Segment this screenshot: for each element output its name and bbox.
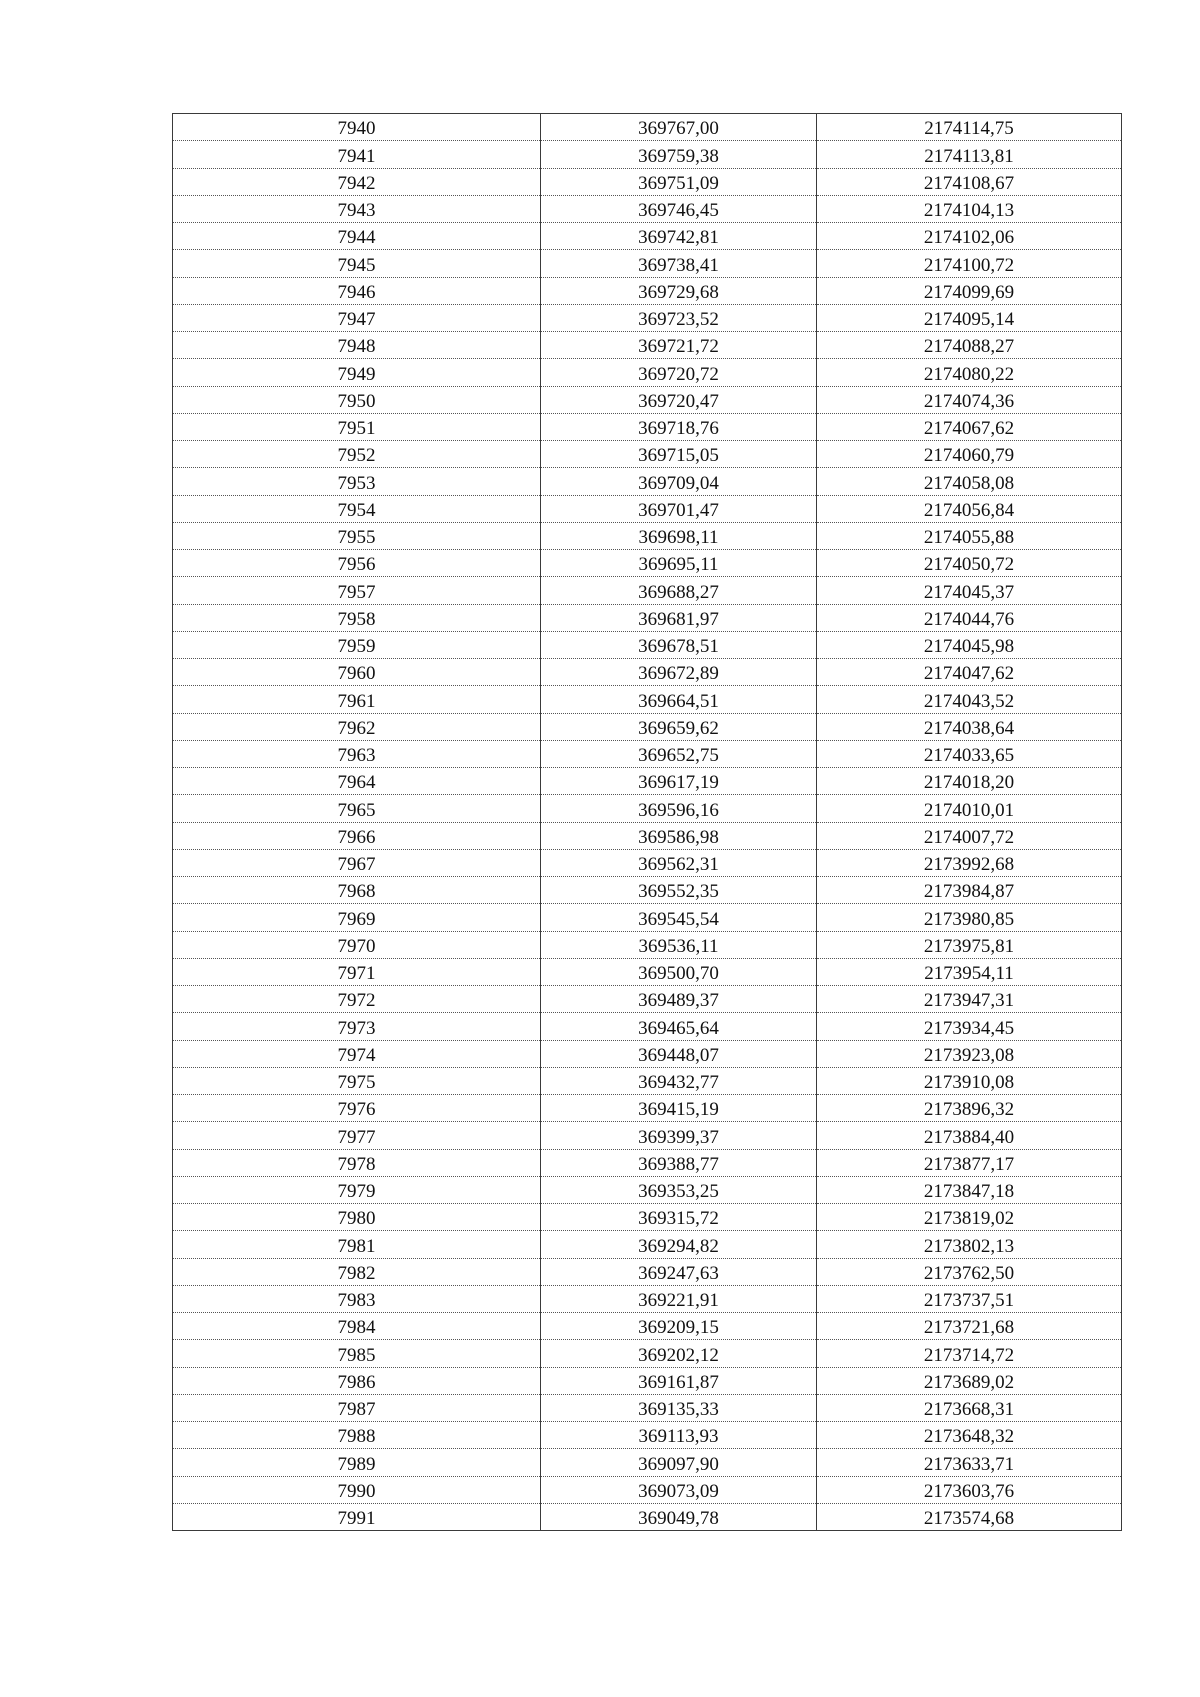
point-number-cell: 7971 bbox=[173, 958, 541, 985]
y-coordinate-cell: 2173847,18 bbox=[817, 1176, 1122, 1203]
table-row bbox=[173, 877, 1122, 904]
y-coordinate-cell: 2173896,32 bbox=[817, 1095, 1122, 1122]
table-row bbox=[173, 1313, 1122, 1340]
x-coordinate-cell: 369247,63 bbox=[541, 1258, 817, 1285]
point-number-cell: 7977 bbox=[173, 1122, 541, 1149]
y-coordinate-cell: 2174100,72 bbox=[817, 250, 1122, 277]
x-coordinate-cell: 369718,76 bbox=[541, 413, 817, 440]
y-coordinate-cell: 2174108,67 bbox=[817, 168, 1122, 195]
table-row bbox=[173, 141, 1122, 168]
x-coordinate-cell: 369723,52 bbox=[541, 304, 817, 331]
table-row bbox=[173, 1422, 1122, 1449]
y-coordinate-cell: 2173984,87 bbox=[817, 877, 1122, 904]
point-number-cell: 7959 bbox=[173, 631, 541, 658]
x-coordinate-cell: 369315,72 bbox=[541, 1204, 817, 1231]
x-coordinate-cell: 369659,62 bbox=[541, 713, 817, 740]
y-coordinate-cell: 2173668,31 bbox=[817, 1394, 1122, 1421]
point-number-cell: 7942 bbox=[173, 168, 541, 195]
point-number-cell: 7986 bbox=[173, 1367, 541, 1394]
coordinates-table-body bbox=[173, 114, 1122, 1531]
y-coordinate-cell: 2174010,01 bbox=[817, 795, 1122, 822]
table-row bbox=[173, 713, 1122, 740]
table-row bbox=[173, 304, 1122, 331]
x-coordinate-cell: 369500,70 bbox=[541, 958, 817, 985]
x-coordinate-cell: 369489,37 bbox=[541, 986, 817, 1013]
point-number-cell: 7988 bbox=[173, 1422, 541, 1449]
point-number-cell: 7951 bbox=[173, 413, 541, 440]
table-row bbox=[173, 904, 1122, 931]
table-row bbox=[173, 168, 1122, 195]
x-coordinate-cell: 369113,93 bbox=[541, 1422, 817, 1449]
table-row bbox=[173, 1122, 1122, 1149]
table-row bbox=[173, 114, 1122, 141]
point-number-cell: 7945 bbox=[173, 250, 541, 277]
x-coordinate-cell: 369399,37 bbox=[541, 1122, 817, 1149]
y-coordinate-cell: 2174080,22 bbox=[817, 359, 1122, 386]
point-number-cell: 7966 bbox=[173, 822, 541, 849]
table-row bbox=[173, 1258, 1122, 1285]
y-coordinate-cell: 2173802,13 bbox=[817, 1231, 1122, 1258]
x-coordinate-cell: 369709,04 bbox=[541, 468, 817, 495]
y-coordinate-cell: 2174056,84 bbox=[817, 495, 1122, 522]
table-row bbox=[173, 250, 1122, 277]
table-row bbox=[173, 1285, 1122, 1312]
point-number-cell: 7968 bbox=[173, 877, 541, 904]
table-row bbox=[173, 1394, 1122, 1421]
y-coordinate-cell: 2173954,11 bbox=[817, 958, 1122, 985]
point-number-cell: 7970 bbox=[173, 931, 541, 958]
y-coordinate-cell: 2174055,88 bbox=[817, 522, 1122, 549]
x-coordinate-cell: 369545,54 bbox=[541, 904, 817, 931]
y-coordinate-cell: 2174114,75 bbox=[817, 114, 1122, 141]
x-coordinate-cell: 369221,91 bbox=[541, 1285, 817, 1312]
point-number-cell: 7943 bbox=[173, 195, 541, 222]
y-coordinate-cell: 2174104,13 bbox=[817, 195, 1122, 222]
point-number-cell: 7952 bbox=[173, 441, 541, 468]
x-coordinate-cell: 369759,38 bbox=[541, 141, 817, 168]
y-coordinate-cell: 2174095,14 bbox=[817, 304, 1122, 331]
point-number-cell: 7967 bbox=[173, 849, 541, 876]
table-row bbox=[173, 1013, 1122, 1040]
y-coordinate-cell: 2174067,62 bbox=[817, 413, 1122, 440]
y-coordinate-cell: 2174045,37 bbox=[817, 577, 1122, 604]
x-coordinate-cell: 369097,90 bbox=[541, 1449, 817, 1476]
y-coordinate-cell: 2173633,71 bbox=[817, 1449, 1122, 1476]
x-coordinate-cell: 369415,19 bbox=[541, 1095, 817, 1122]
table-row bbox=[173, 522, 1122, 549]
point-number-cell: 7960 bbox=[173, 659, 541, 686]
table-row bbox=[173, 577, 1122, 604]
x-coordinate-cell: 369562,31 bbox=[541, 849, 817, 876]
table-row bbox=[173, 604, 1122, 631]
table-row bbox=[173, 986, 1122, 1013]
coordinates-table bbox=[172, 113, 1122, 1531]
point-number-cell: 7973 bbox=[173, 1013, 541, 1040]
table-row bbox=[173, 686, 1122, 713]
table-row bbox=[173, 1095, 1122, 1122]
point-number-cell: 7991 bbox=[173, 1503, 541, 1530]
point-number-cell: 7946 bbox=[173, 277, 541, 304]
x-coordinate-cell: 369698,11 bbox=[541, 522, 817, 549]
x-coordinate-cell: 369721,72 bbox=[541, 332, 817, 359]
x-coordinate-cell: 369720,72 bbox=[541, 359, 817, 386]
x-coordinate-cell: 369681,97 bbox=[541, 604, 817, 631]
point-number-cell: 7975 bbox=[173, 1067, 541, 1094]
table-row bbox=[173, 468, 1122, 495]
y-coordinate-cell: 2174102,06 bbox=[817, 223, 1122, 250]
table-row bbox=[173, 958, 1122, 985]
point-number-cell: 7955 bbox=[173, 522, 541, 549]
y-coordinate-cell: 2174060,79 bbox=[817, 441, 1122, 468]
table-row bbox=[173, 795, 1122, 822]
table-row bbox=[173, 659, 1122, 686]
x-coordinate-cell: 369664,51 bbox=[541, 686, 817, 713]
x-coordinate-cell: 369738,41 bbox=[541, 250, 817, 277]
point-number-cell: 7972 bbox=[173, 986, 541, 1013]
x-coordinate-cell: 369652,75 bbox=[541, 740, 817, 767]
x-coordinate-cell: 369729,68 bbox=[541, 277, 817, 304]
y-coordinate-cell: 2173923,08 bbox=[817, 1040, 1122, 1067]
y-coordinate-cell: 2174088,27 bbox=[817, 332, 1122, 359]
table-row bbox=[173, 1231, 1122, 1258]
table-row bbox=[173, 1204, 1122, 1231]
y-coordinate-cell: 2173721,68 bbox=[817, 1313, 1122, 1340]
table-row bbox=[173, 359, 1122, 386]
table-row bbox=[173, 441, 1122, 468]
point-number-cell: 7964 bbox=[173, 768, 541, 795]
table-row bbox=[173, 495, 1122, 522]
y-coordinate-cell: 2174038,64 bbox=[817, 713, 1122, 740]
table-row bbox=[173, 740, 1122, 767]
x-coordinate-cell: 369701,47 bbox=[541, 495, 817, 522]
table-row bbox=[173, 1340, 1122, 1367]
table-row bbox=[173, 1067, 1122, 1094]
table-row bbox=[173, 631, 1122, 658]
point-number-cell: 7954 bbox=[173, 495, 541, 522]
point-number-cell: 7987 bbox=[173, 1394, 541, 1421]
point-number-cell: 7989 bbox=[173, 1449, 541, 1476]
point-number-cell: 7948 bbox=[173, 332, 541, 359]
point-number-cell: 7978 bbox=[173, 1149, 541, 1176]
x-coordinate-cell: 369202,12 bbox=[541, 1340, 817, 1367]
point-number-cell: 7962 bbox=[173, 713, 541, 740]
table-row bbox=[173, 332, 1122, 359]
y-coordinate-cell: 2174018,20 bbox=[817, 768, 1122, 795]
table-row bbox=[173, 849, 1122, 876]
y-coordinate-cell: 2174007,72 bbox=[817, 822, 1122, 849]
point-number-cell: 7949 bbox=[173, 359, 541, 386]
y-coordinate-cell: 2173934,45 bbox=[817, 1013, 1122, 1040]
point-number-cell: 7940 bbox=[173, 114, 541, 141]
x-coordinate-cell: 369536,11 bbox=[541, 931, 817, 958]
y-coordinate-cell: 2173737,51 bbox=[817, 1285, 1122, 1312]
point-number-cell: 7969 bbox=[173, 904, 541, 931]
point-number-cell: 7963 bbox=[173, 740, 541, 767]
table-row bbox=[173, 1040, 1122, 1067]
table-row bbox=[173, 1367, 1122, 1394]
x-coordinate-cell: 369209,15 bbox=[541, 1313, 817, 1340]
x-coordinate-cell: 369688,27 bbox=[541, 577, 817, 604]
point-number-cell: 7965 bbox=[173, 795, 541, 822]
point-number-cell: 7947 bbox=[173, 304, 541, 331]
x-coordinate-cell: 369448,07 bbox=[541, 1040, 817, 1067]
point-number-cell: 7958 bbox=[173, 604, 541, 631]
x-coordinate-cell: 369552,35 bbox=[541, 877, 817, 904]
y-coordinate-cell: 2174047,62 bbox=[817, 659, 1122, 686]
x-coordinate-cell: 369073,09 bbox=[541, 1476, 817, 1503]
point-number-cell: 7985 bbox=[173, 1340, 541, 1367]
table-row bbox=[173, 195, 1122, 222]
y-coordinate-cell: 2173714,72 bbox=[817, 1340, 1122, 1367]
point-number-cell: 7984 bbox=[173, 1313, 541, 1340]
y-coordinate-cell: 2173884,40 bbox=[817, 1122, 1122, 1149]
y-coordinate-cell: 2173574,68 bbox=[817, 1503, 1122, 1530]
table-row bbox=[173, 931, 1122, 958]
point-number-cell: 7982 bbox=[173, 1258, 541, 1285]
table-row bbox=[173, 822, 1122, 849]
x-coordinate-cell: 369586,98 bbox=[541, 822, 817, 849]
point-number-cell: 7976 bbox=[173, 1095, 541, 1122]
table-row bbox=[173, 550, 1122, 577]
y-coordinate-cell: 2173648,32 bbox=[817, 1422, 1122, 1449]
y-coordinate-cell: 2174050,72 bbox=[817, 550, 1122, 577]
y-coordinate-cell: 2174044,76 bbox=[817, 604, 1122, 631]
y-coordinate-cell: 2173975,81 bbox=[817, 931, 1122, 958]
table-row bbox=[173, 768, 1122, 795]
y-coordinate-cell: 2174074,36 bbox=[817, 386, 1122, 413]
x-coordinate-cell: 369161,87 bbox=[541, 1367, 817, 1394]
x-coordinate-cell: 369465,64 bbox=[541, 1013, 817, 1040]
table-row bbox=[173, 223, 1122, 250]
point-number-cell: 7953 bbox=[173, 468, 541, 495]
y-coordinate-cell: 2173603,76 bbox=[817, 1476, 1122, 1503]
point-number-cell: 7961 bbox=[173, 686, 541, 713]
point-number-cell: 7944 bbox=[173, 223, 541, 250]
y-coordinate-cell: 2173910,08 bbox=[817, 1067, 1122, 1094]
x-coordinate-cell: 369720,47 bbox=[541, 386, 817, 413]
point-number-cell: 7974 bbox=[173, 1040, 541, 1067]
x-coordinate-cell: 369746,45 bbox=[541, 195, 817, 222]
x-coordinate-cell: 369049,78 bbox=[541, 1503, 817, 1530]
table-row bbox=[173, 1503, 1122, 1530]
x-coordinate-cell: 369715,05 bbox=[541, 441, 817, 468]
point-number-cell: 7956 bbox=[173, 550, 541, 577]
y-coordinate-cell: 2174099,69 bbox=[817, 277, 1122, 304]
y-coordinate-cell: 2173877,17 bbox=[817, 1149, 1122, 1176]
x-coordinate-cell: 369617,19 bbox=[541, 768, 817, 795]
y-coordinate-cell: 2173992,68 bbox=[817, 849, 1122, 876]
y-coordinate-cell: 2174043,52 bbox=[817, 686, 1122, 713]
table-row bbox=[173, 386, 1122, 413]
point-number-cell: 7981 bbox=[173, 1231, 541, 1258]
y-coordinate-cell: 2174033,65 bbox=[817, 740, 1122, 767]
x-coordinate-cell: 369432,77 bbox=[541, 1067, 817, 1094]
table-row bbox=[173, 413, 1122, 440]
point-number-cell: 7990 bbox=[173, 1476, 541, 1503]
point-number-cell: 7979 bbox=[173, 1176, 541, 1203]
x-coordinate-cell: 369678,51 bbox=[541, 631, 817, 658]
x-coordinate-cell: 369767,00 bbox=[541, 114, 817, 141]
x-coordinate-cell: 369388,77 bbox=[541, 1149, 817, 1176]
y-coordinate-cell: 2174113,81 bbox=[817, 141, 1122, 168]
y-coordinate-cell: 2173947,31 bbox=[817, 986, 1122, 1013]
table-row bbox=[173, 1449, 1122, 1476]
table-row bbox=[173, 1176, 1122, 1203]
table-row bbox=[173, 277, 1122, 304]
x-coordinate-cell: 369353,25 bbox=[541, 1176, 817, 1203]
x-coordinate-cell: 369695,11 bbox=[541, 550, 817, 577]
x-coordinate-cell: 369742,81 bbox=[541, 223, 817, 250]
y-coordinate-cell: 2173689,02 bbox=[817, 1367, 1122, 1394]
point-number-cell: 7983 bbox=[173, 1285, 541, 1312]
x-coordinate-cell: 369135,33 bbox=[541, 1394, 817, 1421]
x-coordinate-cell: 369596,16 bbox=[541, 795, 817, 822]
y-coordinate-cell: 2174058,08 bbox=[817, 468, 1122, 495]
point-number-cell: 7950 bbox=[173, 386, 541, 413]
y-coordinate-cell: 2173762,50 bbox=[817, 1258, 1122, 1285]
point-number-cell: 7957 bbox=[173, 577, 541, 604]
table-row bbox=[173, 1149, 1122, 1176]
y-coordinate-cell: 2173819,02 bbox=[817, 1204, 1122, 1231]
x-coordinate-cell: 369294,82 bbox=[541, 1231, 817, 1258]
table-row bbox=[173, 1476, 1122, 1503]
x-coordinate-cell: 369751,09 bbox=[541, 168, 817, 195]
y-coordinate-cell: 2174045,98 bbox=[817, 631, 1122, 658]
point-number-cell: 7980 bbox=[173, 1204, 541, 1231]
point-number-cell: 7941 bbox=[173, 141, 541, 168]
y-coordinate-cell: 2173980,85 bbox=[817, 904, 1122, 931]
x-coordinate-cell: 369672,89 bbox=[541, 659, 817, 686]
